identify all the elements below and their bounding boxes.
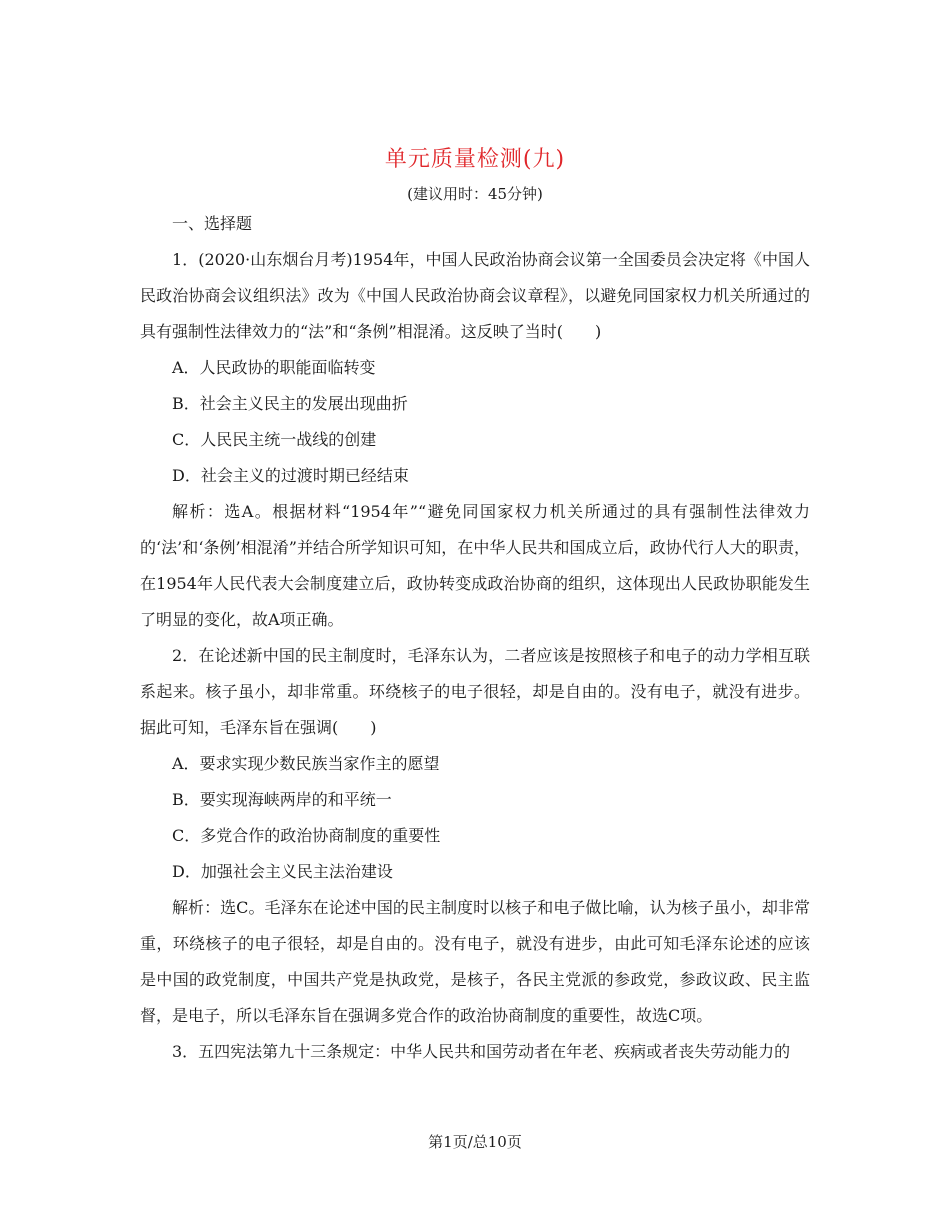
question-1-option-d: D．社会主义的过渡时期已经结束 bbox=[172, 466, 409, 485]
question-1-option-c: C．人民民主统一战线的创建 bbox=[172, 430, 377, 449]
page-footer: 第1页/总10页 bbox=[428, 1133, 522, 1151]
question-1-analysis: 解析：选A。根据材料“1954年”“避免同国家权力机关所通过的具有强制性法律效力的‘法’和‘条例’相混淆”并结合所学知识可知，在中华人民共和国成立后，政协代行人大的职责，在1954年人民代表大会制度建立后，政协转变成政治协商的组织，这体现出人民政协职能发生了明显的变化，故A项正确。 bbox=[140, 502, 810, 629]
question-3-stem: 3．五四宪法第九十三条规定：中华人民共和国劳动者在年老、疾病或者丧失劳动能力的 bbox=[172, 1042, 791, 1061]
document-body bbox=[140, 206, 810, 1070]
question-2-option-d: D．加强社会主义民主法治建设 bbox=[172, 862, 393, 881]
page-subtitle: (建议用时：45分钟) bbox=[407, 185, 543, 203]
question-1-stem: 1．(2020·山东烟台月考)1954年，中国人民政治协商会议第一全国委员会决定将《中国人民政治协商会议组织法》改为《中国人民政治协商会议章程》，以避免同国家权力机关所通过的具有强制性法律效力的“法”和“条例”相混淆。这反映了当时( ) bbox=[140, 250, 810, 341]
question-1-option-a: A．人民政协的职能面临转变 bbox=[172, 358, 376, 377]
question-2-option-b: B．要实现海峡两岸的和平统一 bbox=[172, 790, 392, 809]
question-2-option-c: C．多党合作的政治协商制度的重要性 bbox=[172, 826, 441, 845]
question-2-analysis: 解析：选C。毛泽东在论述中国的民主制度时以核子和电子做比喻，认为核子虽小，却非常重，环绕核子的电子很轻，却是自由的。没有电子，就没有进步，由此可知毛泽东论述的应该是中国的政党制度，中国共产党是执政党，是核子，各民主党派的参政党，参政议政、民主监督，是电子，所以毛泽东旨在强调多党合作的政治协商制度的重要性，故选C项。 bbox=[140, 898, 810, 1025]
page-title: 单元质量检测(九) bbox=[384, 147, 566, 172]
question-1-option-b: B．社会主义民主的发展出现曲折 bbox=[172, 394, 408, 413]
question-2-option-a: A．要求实现少数民族当家作主的愿望 bbox=[172, 754, 440, 773]
section-heading: 一、选择题 bbox=[172, 214, 253, 233]
question-2-stem: 2．在论述新中国的民主制度时，毛泽东认为，二者应该是按照核子和电子的动力学相互联系起来。核子虽小，却非常重。环绕核子的电子很轻，却是自由的。没有电子，就没有进步。据此可知，毛泽东旨在强调( ) bbox=[140, 646, 810, 737]
